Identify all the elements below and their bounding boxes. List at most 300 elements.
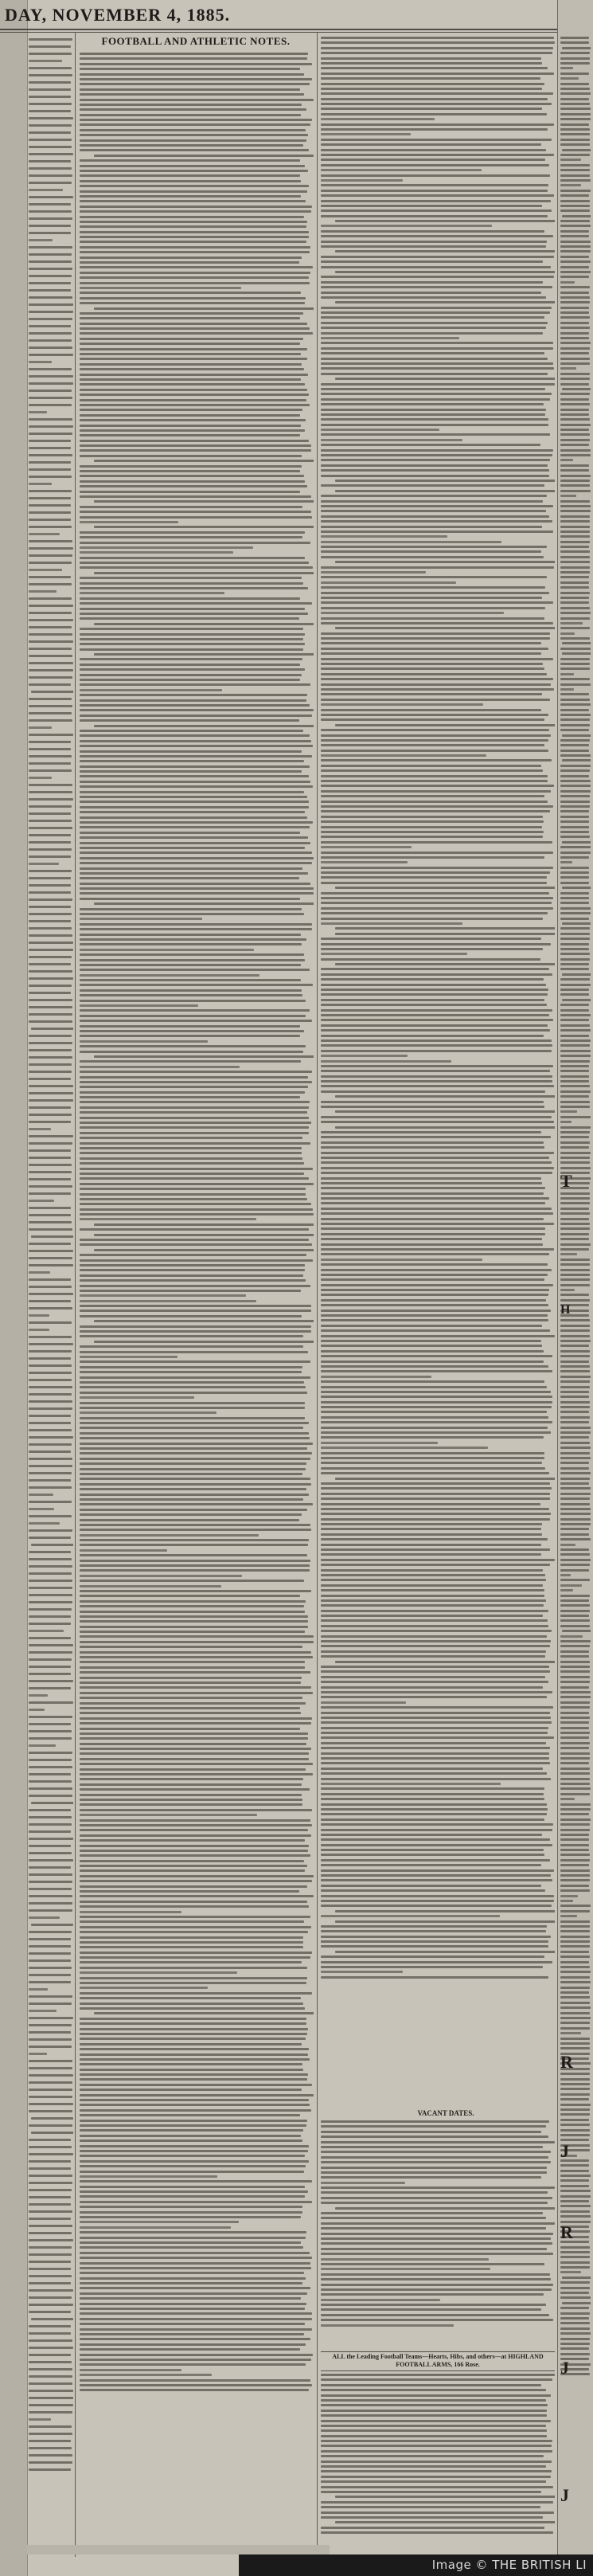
print-line (29, 683, 71, 686)
print-line (321, 352, 544, 354)
print-line (80, 1931, 308, 1933)
print-line (80, 1193, 306, 1196)
print-line (80, 1519, 299, 1521)
print-line (80, 2359, 311, 2361)
print-line (321, 1712, 550, 1714)
print-line (80, 719, 299, 722)
print-line (80, 195, 301, 198)
print-line (560, 1987, 590, 1989)
print-line (29, 590, 57, 593)
print-line (80, 602, 312, 605)
print-line (29, 1042, 72, 1044)
print-line (560, 1829, 590, 1831)
print-line (29, 662, 73, 664)
print-line (80, 323, 307, 325)
print-line (29, 1142, 72, 1145)
print-line (29, 2296, 72, 2299)
print-line (80, 1697, 302, 1699)
print-line (560, 1090, 591, 1093)
print-line (29, 2375, 72, 2378)
print-line (29, 1221, 72, 1223)
print-line (321, 1197, 549, 1200)
print-line (321, 1177, 541, 1180)
print-line (80, 989, 302, 992)
print-line (29, 2046, 72, 2048)
print-line (29, 103, 72, 105)
print-line (80, 1279, 306, 1282)
print-line (321, 876, 547, 879)
print-line (321, 1355, 552, 1357)
print-line (80, 440, 309, 442)
print-line (560, 1823, 590, 1826)
print-line (562, 734, 591, 737)
print-line (80, 2104, 310, 2106)
print-line (560, 1029, 591, 1032)
print-line (29, 913, 72, 915)
print-line (335, 1951, 555, 1953)
print-line (29, 1063, 72, 1066)
print-line (29, 1565, 72, 1568)
print-line (80, 2022, 306, 2025)
print-line (321, 174, 550, 177)
print-line (560, 1940, 590, 1943)
print-line (560, 2083, 590, 2085)
print-line (560, 1044, 590, 1047)
print-line (80, 796, 307, 798)
print-line (560, 1808, 591, 1811)
print-line (321, 2202, 548, 2204)
print-line (321, 801, 548, 803)
print-line (80, 53, 308, 55)
print-line (80, 1396, 194, 1399)
print-line (560, 174, 590, 177)
print-line (80, 1920, 304, 1923)
print-line (560, 963, 589, 965)
print-line (321, 62, 542, 65)
print-line (29, 2146, 72, 2148)
print-line (321, 311, 550, 314)
print-line (80, 2323, 305, 2325)
print-line (321, 541, 501, 543)
print-line (321, 765, 541, 767)
print-line (321, 1380, 544, 1383)
print-line (321, 1706, 553, 1709)
print-line (29, 1422, 71, 1424)
print-line (321, 1411, 547, 1413)
print-line (560, 1253, 577, 1255)
print-line (321, 1340, 541, 1342)
print-line (560, 1095, 589, 1098)
print-line (560, 1497, 590, 1500)
print-line (321, 429, 439, 431)
print-line (29, 2411, 72, 2414)
print-line (560, 1599, 589, 1602)
print-line (321, 1497, 550, 1500)
print-line (321, 1055, 408, 1057)
print-line (80, 1544, 308, 1546)
print-line (80, 399, 306, 401)
print-line (29, 1701, 73, 1704)
print-line (560, 1900, 573, 1902)
print-line (560, 2256, 590, 2258)
print-line (560, 1686, 589, 1689)
print-line (560, 1248, 589, 1251)
print-line (29, 468, 71, 471)
print-line (29, 1429, 72, 1431)
print-line (29, 1085, 73, 1087)
print-line (560, 123, 589, 126)
print-line (560, 2164, 589, 2167)
print-line (80, 781, 310, 783)
print-line (29, 354, 73, 356)
print-line (321, 505, 553, 507)
print-line (560, 2129, 590, 2132)
print-line (321, 2120, 549, 2123)
print-line (29, 1730, 72, 1732)
print-line (29, 490, 72, 492)
print-line (321, 2324, 454, 2327)
print-line (560, 1161, 590, 1164)
print-line (80, 231, 309, 233)
print-line (321, 1182, 542, 1184)
print-line (29, 719, 72, 722)
print-line (335, 490, 555, 492)
print-line (29, 870, 72, 872)
print-line (560, 225, 591, 227)
print-line (321, 576, 547, 578)
print-line (560, 1376, 591, 1378)
print-line (94, 1341, 314, 1343)
print-line (560, 362, 590, 365)
print-line (80, 1971, 237, 1974)
print-line (321, 92, 553, 95)
print-line (321, 2258, 489, 2261)
print-line (29, 2368, 72, 2370)
print-line (29, 1974, 71, 1976)
print-line (321, 2486, 553, 2488)
print-line (29, 2253, 72, 2256)
print-line (80, 1590, 311, 1592)
print-line (560, 1768, 590, 1770)
print-line (80, 251, 310, 253)
print-line (321, 1050, 552, 1052)
print-line (80, 363, 302, 366)
print-line (560, 1431, 591, 1434)
print-line (321, 1029, 550, 1032)
print-line (560, 1783, 590, 1785)
print-line (560, 337, 589, 339)
print-line (560, 1915, 577, 1917)
print-line (321, 683, 551, 686)
print-line (560, 571, 590, 574)
print-line (321, 2394, 551, 2397)
print-line (29, 2024, 72, 2026)
print-line (80, 1025, 300, 1028)
print-line (560, 1335, 590, 1337)
print-line (80, 383, 305, 386)
print-line (29, 404, 72, 406)
print-line (560, 1278, 590, 1281)
print-line (80, 1641, 314, 1643)
print-line (29, 1608, 72, 1611)
print-line (29, 390, 72, 392)
copyright-watermark: Image © THE BRITISH LI (239, 2554, 593, 2576)
print-line (560, 1854, 590, 1856)
print-line (29, 1056, 72, 1059)
print-line (562, 388, 591, 390)
print-line (321, 871, 550, 874)
print-line (80, 368, 304, 370)
print-line (29, 1071, 72, 1073)
print-line (80, 2007, 305, 2010)
print-line (80, 1707, 300, 1709)
print-line (80, 1122, 311, 1124)
print-line (29, 1106, 71, 1109)
print-line (321, 769, 543, 772)
print-line (560, 1869, 590, 1872)
print-line (321, 1060, 451, 1063)
print-line (80, 2190, 308, 2193)
print-line (321, 2304, 546, 2306)
print-line (321, 1431, 551, 1434)
print-line (560, 907, 591, 910)
print-line (560, 1971, 591, 1973)
print-line (560, 780, 591, 782)
print-line (80, 419, 306, 421)
print-line (560, 2215, 591, 2218)
print-line (29, 260, 72, 263)
print-line (560, 1075, 589, 1078)
print-line (560, 1227, 590, 1230)
print-line (335, 1910, 555, 1912)
print-line (29, 2153, 73, 2155)
print-line (321, 388, 545, 390)
print-line (560, 1976, 590, 1979)
print-line (80, 755, 312, 758)
print-line (560, 1035, 589, 1037)
print-line (80, 821, 313, 824)
print-line (321, 1844, 552, 1846)
print-line (321, 296, 546, 299)
print-line (80, 2297, 301, 2300)
print-line (31, 1802, 73, 1804)
print-line (80, 1875, 314, 1877)
print-line (560, 897, 589, 899)
print-line (321, 1691, 552, 1693)
print-line (560, 718, 590, 721)
print-line (80, 857, 314, 859)
print-line (80, 2038, 306, 2040)
print-line (335, 2207, 555, 2210)
print-line (321, 530, 553, 533)
print-line (560, 1920, 590, 1923)
print-line (29, 2010, 57, 2012)
print-line (80, 592, 224, 594)
print-line (321, 1772, 547, 1775)
print-line (321, 637, 550, 640)
print-line (80, 1666, 305, 1669)
print-line (560, 235, 589, 237)
print-line (29, 1838, 73, 1840)
print-line (560, 1945, 590, 1948)
print-line (560, 968, 589, 970)
print-line (80, 928, 312, 930)
print-line (80, 1982, 306, 1984)
print-line (29, 734, 73, 736)
print-line (560, 184, 581, 186)
print-line (560, 459, 573, 461)
print-line (560, 1294, 589, 1296)
print-line (80, 1060, 301, 1063)
print-line (29, 2433, 72, 2435)
print-line (80, 1351, 308, 1353)
print-line (321, 2146, 543, 2148)
print-line (29, 920, 71, 922)
print-line (80, 1483, 311, 1486)
print-line (321, 601, 553, 604)
print-line (29, 1673, 71, 1675)
print-line (29, 2124, 72, 2127)
print-line (560, 1004, 589, 1006)
print-line (321, 1202, 545, 1204)
print-line (80, 144, 303, 147)
print-line (560, 566, 590, 569)
print-line (560, 683, 591, 686)
print-line (321, 1589, 544, 1591)
print-line (321, 1487, 552, 1490)
print-line (560, 301, 590, 303)
print-line (560, 1289, 575, 1291)
print-line (29, 96, 71, 98)
print-line (321, 550, 541, 553)
print-line (321, 260, 543, 263)
print-line (80, 1468, 306, 1470)
print-line (321, 1161, 552, 1164)
print-line (29, 1558, 72, 1560)
print-line (321, 113, 547, 115)
print-line (560, 373, 590, 375)
print-line (321, 1859, 550, 1862)
print-line (29, 1723, 71, 1725)
print-line (321, 846, 412, 848)
print-line (560, 1452, 590, 1454)
print-line (29, 1400, 72, 1403)
print-line (80, 1732, 308, 1735)
print-line (80, 2028, 308, 2030)
print-line (560, 1212, 590, 1215)
print-line (321, 433, 550, 436)
print-line (321, 642, 541, 644)
print-line (80, 847, 305, 849)
print-line (335, 724, 555, 726)
print-line (80, 2073, 308, 2076)
print-line (321, 1976, 548, 1979)
print-line (321, 1116, 552, 1118)
print-line (29, 1716, 72, 1718)
print-line (560, 709, 589, 711)
print-line (321, 805, 553, 808)
print-line (321, 2242, 552, 2245)
football-notes-continuation (321, 37, 555, 2104)
print-line (560, 826, 589, 828)
print-line (560, 1085, 590, 1087)
print-line (80, 2078, 307, 2081)
print-line (560, 169, 590, 171)
print-line (29, 2089, 72, 2091)
print-line (29, 698, 72, 700)
print-line (321, 1635, 547, 1638)
print-line (31, 691, 73, 693)
print-line (29, 576, 71, 578)
print-line (80, 1946, 303, 1948)
print-line (29, 1988, 48, 1991)
print-line (321, 831, 544, 833)
print-line (321, 1472, 549, 1474)
print-line (80, 2206, 302, 2208)
print-line (562, 2277, 591, 2279)
print-line (560, 622, 583, 624)
print-line (321, 2263, 544, 2265)
print-line (80, 93, 304, 96)
print-line (321, 1544, 541, 1546)
print-line (321, 1299, 546, 1302)
print-line (80, 1702, 306, 1705)
print-line (321, 2435, 547, 2437)
print-line (80, 1157, 302, 1160)
print-line (321, 978, 544, 981)
print-line (29, 1816, 72, 1818)
print-line (321, 1248, 554, 1251)
print-line (321, 678, 553, 680)
print-line (321, 1172, 552, 1174)
print-line (29, 45, 71, 48)
print-line (80, 2211, 302, 2214)
print-line (560, 52, 590, 54)
print-line (560, 1864, 589, 1866)
print-line (321, 968, 549, 970)
print-line (560, 1762, 589, 1764)
print-line (321, 759, 552, 761)
print-line (29, 117, 73, 119)
print-line (321, 1676, 545, 1678)
print-line (335, 1920, 555, 1923)
print-line (80, 353, 301, 355)
print-line (80, 658, 302, 660)
print-line (29, 2096, 72, 2098)
print-line (321, 1854, 544, 1856)
print-line (321, 1818, 544, 1821)
print-line (29, 877, 71, 879)
print-line (560, 1635, 583, 1638)
print-line (29, 2289, 73, 2292)
print-line (80, 1335, 303, 1337)
print-line (321, 1238, 542, 1240)
print-line (80, 1478, 310, 1480)
print-line (321, 393, 552, 395)
print-line (335, 927, 555, 930)
print-line (560, 220, 590, 222)
print-line (321, 1803, 547, 1806)
print-line (80, 1188, 306, 1190)
print-line (29, 1795, 72, 1797)
print-line (321, 1936, 551, 1938)
print-line (321, 2222, 555, 2225)
print-line (560, 1391, 589, 1393)
print-line (321, 2125, 546, 2128)
print-line (31, 2318, 73, 2320)
print-line (560, 520, 590, 523)
print-line (560, 1070, 589, 1072)
